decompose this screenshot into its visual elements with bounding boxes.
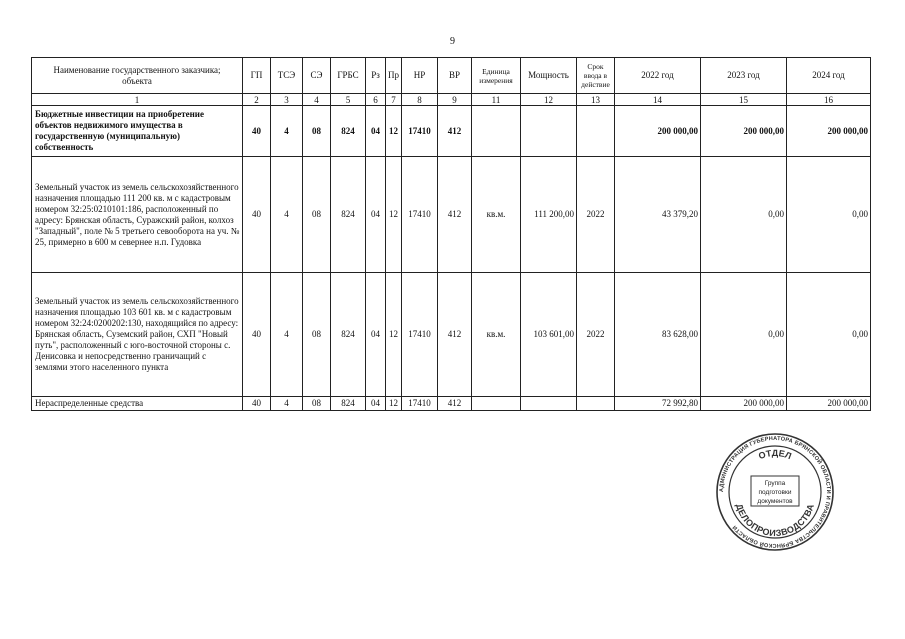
cell-nr: 17410 — [402, 397, 438, 411]
cell-se: 08 — [303, 157, 331, 273]
cell-2023: 0,00 — [701, 273, 787, 397]
cell-term: 2022 — [577, 273, 615, 397]
table-row — [32, 157, 871, 273]
column-number: 1 — [32, 94, 243, 106]
header-cell: Пр — [386, 58, 402, 94]
header-cell: 2022 год — [615, 58, 701, 94]
cell-capacity — [521, 106, 577, 157]
column-number: 8 — [402, 94, 438, 106]
stamp-center-line: Группа — [764, 480, 786, 487]
cell-2024: 0,00 — [787, 273, 871, 397]
cell-rz: 04 — [366, 397, 386, 411]
cell-tse: 4 — [271, 106, 303, 157]
cell-se: 08 — [303, 273, 331, 397]
stamp-center-line: документов — [757, 498, 793, 505]
column-number: 15 — [701, 94, 787, 106]
cell-tse: 4 — [271, 397, 303, 411]
column-number: 11 — [472, 94, 521, 106]
column-number: 13 — [577, 94, 615, 106]
cell-unit: кв.м. — [472, 273, 521, 397]
header-cell: Мощность — [521, 58, 577, 94]
cell-2022: 43 379,20 — [615, 157, 701, 273]
table-row — [32, 397, 871, 411]
column-number: 9 — [438, 94, 472, 106]
office-stamp — [715, 432, 835, 552]
cell-term — [577, 397, 615, 411]
row-name: Земельный участок из земель сельскохозяйственного назначения площадью 111 200 кв. м с кадастровым номером 32:25:0210101:186, расположенный по адресу: Брянская область, Суражский район, колхоз "Западный", поле № 5 третьего севооборота на уч. № 25, примерно в 600 м севернее н.п. Гудовка — [32, 157, 243, 273]
header-cell-name: Наименование государственного заказчика; объекта — [32, 58, 243, 94]
column-number: 7 — [386, 94, 402, 106]
cell-rz: 04 — [366, 106, 386, 157]
header-cell: Единица измерения — [472, 58, 521, 94]
cell-se: 08 — [303, 397, 331, 411]
cell-2024: 200 000,00 — [787, 106, 871, 157]
cell-2022: 200 000,00 — [615, 106, 701, 157]
cell-unit — [472, 397, 521, 411]
header-cell: ГП — [243, 58, 271, 94]
cell-grbs: 824 — [331, 106, 366, 157]
cell-vr: 412 — [438, 397, 472, 411]
cell-grbs: 824 — [331, 273, 366, 397]
stamp-top-text: ОТДЕЛ — [757, 447, 793, 462]
column-number: 3 — [271, 94, 303, 106]
cell-rz: 04 — [366, 273, 386, 397]
row-name: Земельный участок из земель сельскохозяйственного назначения площадью 103 601 кв. м с кадастровым номером 32:24:0200202:130, находящийся по адресу: Брянская область, Суземский район, СХП "Новый путь", расположенный с юго-восточной стороны с. Денисовка и непосредственно граничащий с землями этого населенного пункта — [32, 273, 243, 397]
header-cell: ВР — [438, 58, 472, 94]
cell-2022: 83 628,00 — [615, 273, 701, 397]
cell-vr: 412 — [438, 273, 472, 397]
table-row — [32, 273, 871, 397]
header-cell: Срок ввода в действие — [577, 58, 615, 94]
cell-nr: 17410 — [402, 157, 438, 273]
cell-capacity: 103 601,00 — [521, 273, 577, 397]
header-cell: НР — [402, 58, 438, 94]
cell-grbs: 824 — [331, 157, 366, 273]
row-name: Нераспределенные средства — [32, 397, 243, 411]
cell-gp: 40 — [243, 397, 271, 411]
cell-vr: 412 — [438, 106, 472, 157]
cell-grbs: 824 — [331, 397, 366, 411]
cell-vr: 412 — [438, 157, 472, 273]
stamp-center-line: подготовки — [758, 489, 792, 496]
column-number-row — [32, 94, 871, 106]
column-number: 14 — [615, 94, 701, 106]
cell-gp: 40 — [243, 157, 271, 273]
page-number: 9 — [450, 36, 455, 47]
cell-term — [577, 106, 615, 157]
column-number: 4 — [303, 94, 331, 106]
cell-2024: 200 000,00 — [787, 397, 871, 411]
cell-gp: 40 — [243, 106, 271, 157]
cell-pr: 12 — [386, 106, 402, 157]
cell-gp: 40 — [243, 273, 271, 397]
column-number: 6 — [366, 94, 386, 106]
table-row — [32, 106, 871, 157]
cell-pr: 12 — [386, 397, 402, 411]
column-number: 2 — [243, 94, 271, 106]
cell-term: 2022 — [577, 157, 615, 273]
header-row — [32, 58, 871, 94]
cell-nr: 17410 — [402, 106, 438, 157]
header-cell: ГРБС — [331, 58, 366, 94]
cell-unit — [472, 106, 521, 157]
stamp-ring-text: АДМИНИСТРАЦИЯ ГУБЕРНАТОРА БРЯНСКОЙ ОБЛАСТИ И ПРАВИТЕЛЬСТВА БРЯНСКОЙ ОБЛАСТИ — [718, 435, 832, 549]
cell-2023: 200 000,00 — [701, 397, 787, 411]
column-number: 16 — [787, 94, 871, 106]
cell-2024: 0,00 — [787, 157, 871, 273]
cell-capacity: 111 200,00 — [521, 157, 577, 273]
cell-2023: 0,00 — [701, 157, 787, 273]
column-number: 5 — [331, 94, 366, 106]
row-name: Бюджетные инвестиции на приобретение объектов недвижимого имущества в государственную (муниципальную) собственность — [32, 106, 243, 157]
header-cell: Рз — [366, 58, 386, 94]
cell-capacity — [521, 397, 577, 411]
cell-tse: 4 — [271, 273, 303, 397]
cell-2023: 200 000,00 — [701, 106, 787, 157]
column-number: 12 — [521, 94, 577, 106]
cell-unit: кв.м. — [472, 157, 521, 273]
header-cell: 2024 год — [787, 58, 871, 94]
stamp-bottom-text: ДЕЛОПРОИЗВОДСТВА — [733, 502, 817, 539]
cell-rz: 04 — [366, 157, 386, 273]
cell-pr: 12 — [386, 157, 402, 273]
header-cell: ТСЭ — [271, 58, 303, 94]
cell-se: 08 — [303, 106, 331, 157]
cell-pr: 12 — [386, 273, 402, 397]
header-cell: 2023 год — [701, 58, 787, 94]
cell-2022: 72 992,80 — [615, 397, 701, 411]
cell-tse: 4 — [271, 157, 303, 273]
budget-table — [31, 57, 871, 411]
cell-nr: 17410 — [402, 273, 438, 397]
header-cell: СЭ — [303, 58, 331, 94]
